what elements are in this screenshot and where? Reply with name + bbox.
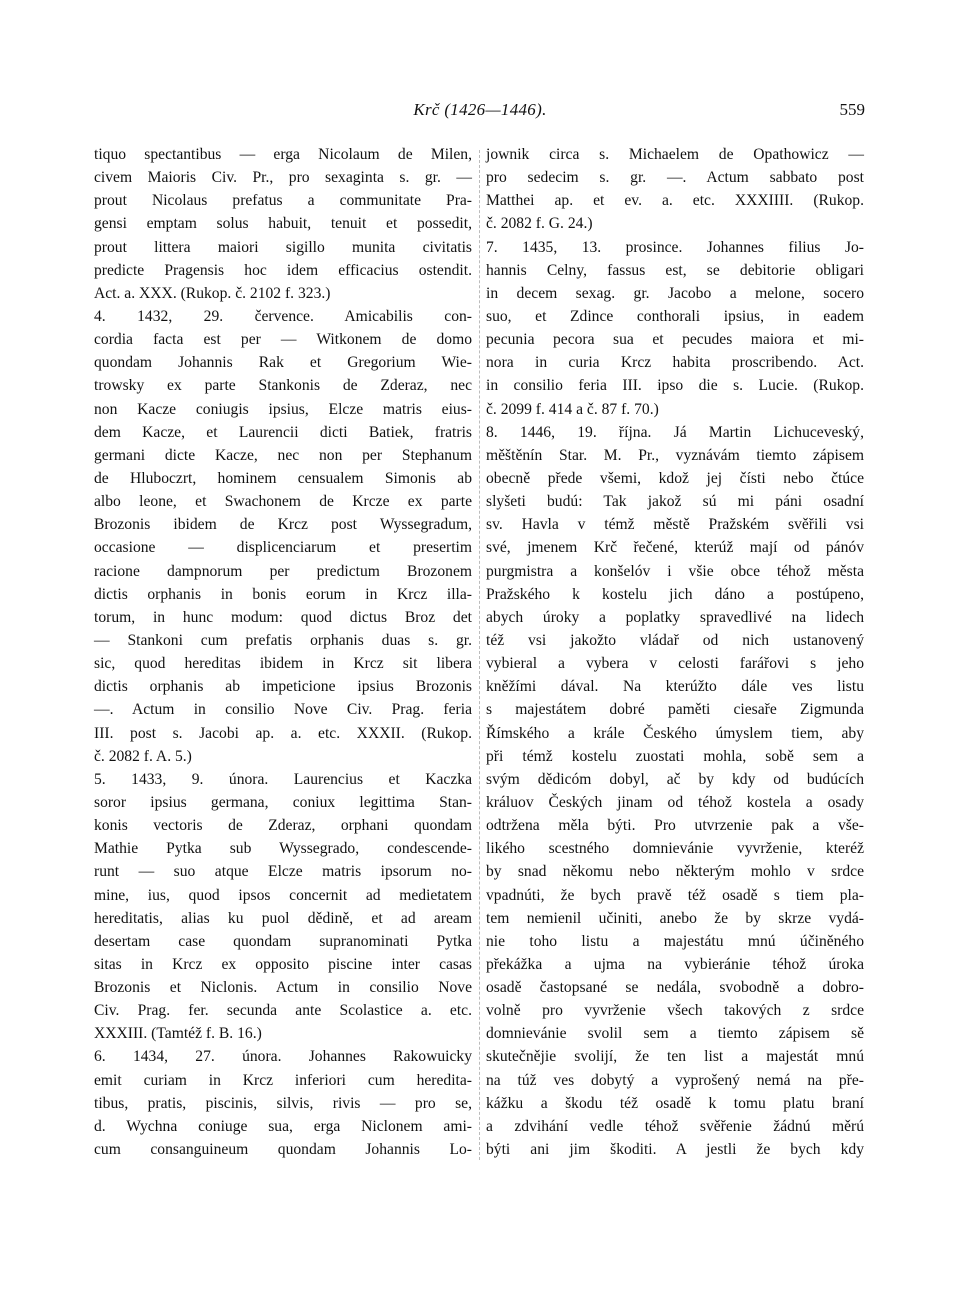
text-line: dem Kacze, et Laurencii dicti Batiek, fratris (94, 423, 472, 441)
text-line: č. 2082 f. G. 24.) (486, 215, 593, 233)
text-line: Brozonis et Niclonis. Actum in consilio Nove (94, 979, 472, 997)
text-line: Římského a krále Českého úmyslem tiem, aby (486, 724, 864, 742)
text-line: a zdvihání vedle téhož svěřenie žádnú měrú (486, 1117, 864, 1135)
text-line: runt — suo atque Elcze matris ipsorum no- (94, 863, 472, 881)
text-line: č. 2082 f. A. 5.) (94, 747, 192, 765)
text-line: na túž ves dobytý a vyprošený nemá na pře- (486, 1071, 864, 1089)
text-line: suo, et Zdince conthorali ipsius, in eadem (486, 307, 864, 325)
text-line: quondam Johannis Rak et Gregorium Wie- (94, 354, 472, 372)
text-line: purgmistra a konšelóv i všie obce téhož města (486, 562, 864, 580)
text-line: Act. a. XXX. (Rukop. č. 2102 f. 323.) (94, 284, 331, 302)
text-line: pro sedecim s. gr. —. Actum sabbato post (486, 169, 864, 187)
text-line: vybieral a vybera v celosti farářovi s jeho (486, 655, 864, 673)
text-line: Pražského k kostelu jich dáno a postúpeno, (486, 585, 864, 603)
running-header (95, 100, 865, 132)
text-line: sic, quod hereditas ibidem in Krcz sit libera (94, 655, 472, 673)
text-line: emit curiam in Krcz inferiori cum heredita- (94, 1071, 472, 1089)
text-line: Mathie Pytka sub Wyssegrado, condescende- (94, 840, 472, 858)
text-line: likého scestného domnievánie vyvrženie, kteréž (486, 840, 864, 858)
text-line: 4. 1432, 29. července. Amicabilis con- (94, 307, 472, 325)
text-line: predicte Pragensis hoc idem efficacius ostendit. (94, 261, 472, 279)
right-text-column (486, 143, 864, 1161)
text-line: torum, in hunc modum: quod dictus Broz det (94, 608, 472, 626)
text-line: — Stankoni cum prefatis orphanis duas s. gr. (94, 631, 472, 649)
text-line: tem nemienil učiniti, anebo že by skrze vydá- (486, 909, 864, 927)
text-line: gensi emptam solus habuit, tenuit et possedit, (94, 215, 472, 233)
left-text-column (94, 143, 472, 1161)
running-title: Krč (1426—1446). (413, 100, 547, 119)
text-line: s majestátem dobré paměti ciesaře Zigmunda (486, 701, 864, 719)
text-line: dictis orphanis in bonis eorum in Krcz illa- (94, 585, 472, 603)
text-line: Civ. Prag. fer. secunda ante Scolastice a. etc. (94, 1002, 472, 1020)
text-line: racione dampnorum per predictum Brozonem (94, 562, 472, 580)
text-line: nie toho listu a majestátu mnú účiněného (486, 932, 864, 950)
text-line: odtržena měla býti. Pro utvrzenie pak a vše- (486, 817, 864, 835)
text-line: jownik circa s. Michaelem de Opathowicz — (486, 146, 864, 163)
text-line: XXXIII. (Tamtéž f. B. 16.) (94, 1025, 262, 1043)
text-line: domnievánie svolil sem a tiemto zápisem sě (486, 1025, 864, 1043)
text-line: hereditatis, alias ku puol dědině, et ad aream (94, 909, 472, 927)
text-line: osadě častopsané se nedála, svobodně a dobro- (486, 979, 864, 997)
text-line: volně pro vyvrženie všech takových z srdce (486, 1002, 864, 1020)
text-line: Brozonis ibidem de Krcz post Wyssegradum, (94, 516, 472, 534)
text-line: č. 2099 f. 414 a č. 87 f. 70.) (486, 400, 659, 418)
column-divider (479, 150, 480, 1160)
text-line: albo leone, et Swachonem de Krcze ex parte (94, 493, 472, 511)
text-line: své, jmenem Krč řečené, kterúž mají od pánóv (486, 539, 864, 557)
text-line: králuov Českých jinam od téhož kostela a osady (486, 793, 864, 811)
text-line: býti ani jim škoditi. A jestli že bych kdy (486, 1141, 864, 1159)
text-line: 8. 1446, 19. října. Já Martin Lichuceveský, (486, 423, 864, 441)
text-line: tiquo spectantibus — erga Nicolaum de Milen, (94, 146, 472, 163)
text-line: occasione — displicenciarum et presertim (94, 539, 472, 557)
text-line: svým dědicóm dobyl, ač by kdy od budúcích (486, 770, 864, 788)
text-line: sv. Havla v témž městě Pražském svěřili vsi (486, 516, 864, 534)
text-line: nora in curia Krcz habita proscribendo. Act. (486, 354, 864, 372)
text-line: abych úroky a poplatky spravedlivé na lidech (486, 608, 864, 626)
text-line: kážku a škodu též osadě k tomu platu braní (486, 1094, 864, 1112)
text-line: sitas in Krcz ex opposito piscine inter casas (94, 955, 472, 973)
text-line: 5. 1433, 9. února. Laurencius et Kaczka (94, 770, 472, 788)
text-line: pecunia pecora sua et pecudes maiora et mi- (486, 331, 864, 349)
text-line: III. post s. Jacobi ap. a. etc. XXXII. (Rukop. (94, 724, 472, 742)
text-line: při témž kostelu zuostati mohla, sobě sem a (486, 747, 864, 765)
text-line: tibus, pratis, piscinis, silvis, rivis — pro se, (94, 1094, 472, 1112)
text-line: soror ipsius germana, coniux legittima Stan- (94, 793, 472, 811)
text-line: skutečnějie svolijí, že ten list a majestát mnú (486, 1048, 864, 1066)
text-line: cordia facta est per — Witkonem de domo (94, 331, 472, 349)
text-line: —. Actum in consilio Nove Civ. Prag. feria (94, 701, 472, 719)
text-line: hannis Celny, fassus est, se debitorie obligari (486, 261, 864, 279)
text-line: prout Nicolaus prefatus a communitate Pra- (94, 192, 472, 210)
text-line: by snad někomu nebo některým mohlo v srdce (486, 863, 864, 881)
text-line: in consilio feria III. ipso die s. Lucie. (Rukop. (486, 377, 864, 395)
text-line: mine, ius, quod ipsos concernit ad medietatem (94, 886, 472, 904)
page-number: 559 (839, 100, 865, 119)
text-line: kněžími dával. Na kterúžto dále ves listu (486, 678, 864, 696)
text-line: cum consanguineum quondam Johannis Lo- (94, 1141, 472, 1159)
text-line: též vsi jakožto vládař od nich ustanovený (486, 631, 864, 649)
text-line: de Hluboczrt, hominem censualem Simonis ab (94, 469, 472, 487)
text-line: obecně přede všemi, kdož jej čísti nebo čtúce (486, 469, 864, 487)
text-line: in decem sexag. gr. Jacobo a melone, socero (486, 284, 864, 302)
text-line: překážka a ujma na vybieránie téhož úroka (486, 955, 864, 973)
text-line: 7. 1435, 13. prosince. Johannes filius Jo- (486, 238, 864, 256)
text-line: měštěnín Star. M. Pr., vyznávám tiemto zápisem (486, 446, 864, 464)
text-line: germani dicte Kacze, nec non per Stephanum (94, 446, 472, 464)
text-line: non Kacze coniugis ipsius, Elcze matris eius- (94, 400, 472, 418)
text-line: dictis orphanis ab impeticione ipsius Brozonis (94, 678, 472, 696)
text-line: prout littera maiori sigillo munita civitatis (94, 238, 472, 256)
text-line: trowsky ex parte Stankonis de Zderaz, nec (94, 377, 472, 395)
text-line: vpadnúti, že bych pravě též osadě s tiem pla- (486, 886, 864, 904)
text-line: civem Maioris Civ. Pr., pro sexaginta s. gr. — (94, 169, 472, 187)
text-line: 6. 1434, 27. února. Johannes Rakowuicky (94, 1048, 472, 1066)
text-line: konis vectoris de Zderaz, orphani quondam (94, 817, 472, 835)
text-line: desertam case quondam supranominati Pytka (94, 932, 472, 950)
text-line: slyšeti budú: Tak jakož sú mi páni osadní (486, 493, 864, 511)
text-line: Matthei ap. et ev. a. etc. XXXIIII. (Rukop. (486, 192, 864, 210)
text-line: d. Wychna coniuge sua, erga Niclonem ami- (94, 1117, 472, 1135)
